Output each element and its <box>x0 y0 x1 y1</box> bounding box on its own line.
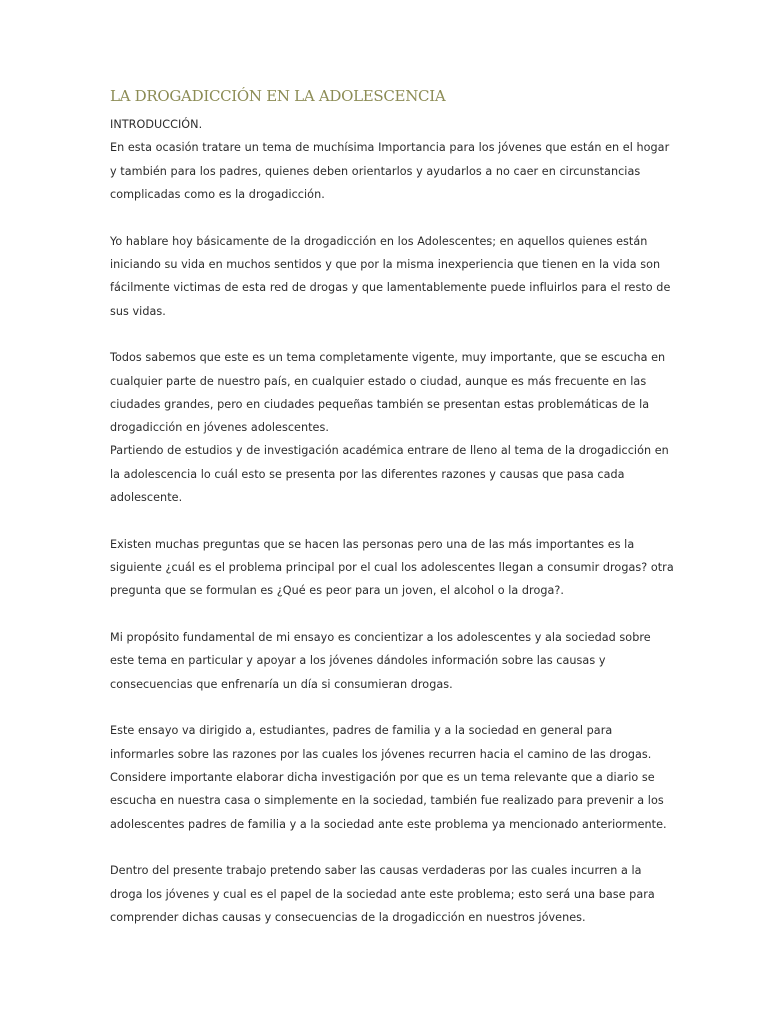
text-line: la adolescencia lo cuál esto se presenta por las diferentes razones y causas que pasa cada <box>110 467 625 481</box>
text-line: Yo hablare hoy básicamente de la drogadicción en los Adolescentes; en aquellos quienes están <box>110 234 648 248</box>
text-line: Este ensayo va dirigido a, estudiantes, padres de familia y a la sociedad en general para <box>110 724 613 738</box>
text-line: este tema en particular y apoyar a los jóvenes dándoles información sobre las causas y <box>110 654 606 668</box>
text-line: cualquier parte de nuestro país, en cualquier estado o ciudad, aunque es más frecuente en las <box>110 374 647 388</box>
text-line: siguiente ¿cuál es el problema principal por el cual los adolescentes llegan a consumir drogas? otra <box>110 561 674 575</box>
section-heading: INTRODUCCIÓN. <box>110 118 203 131</box>
text-line: consecuencias que enfrenaría un día si consumieran drogas. <box>110 677 453 691</box>
text-line: ciudades grandes, pero en ciudades pequeñas también se presentan estas problemáticas de la <box>110 397 650 411</box>
text-line: En esta ocasión tratare un tema de muchísima Importancia para los jóvenes que están en el hogar <box>110 141 670 155</box>
text-line: iniciando su vida en muchos sentidos y que por la misma inexperiencia que tienen en la vida son <box>110 257 661 271</box>
text-line: droga los jóvenes y cual es el papel de la sociedad ante este problema; esto será una base para <box>110 887 655 901</box>
text-line: Mi propósito fundamental de mi ensayo es concientizar a los adolescentes y ala sociedad sobre <box>110 631 651 645</box>
text-line: complicadas como es la drogadicción. <box>110 187 325 201</box>
text-line: Partiendo de estudios y de investigación académica entrare de lleno al tema de la drogadicción en <box>110 444 669 458</box>
text-line: fácilmente victimas de esta red de drogas y que lamentablemente puede influirlos para el resto de <box>110 281 671 295</box>
text-line: adolescentes padres de familia y a la sociedad ante este problema ya mencionado anteriormente. <box>110 817 667 831</box>
text-line: Considere importante elaborar dicha investigación por que es un tema relevante que a diario se <box>110 770 655 784</box>
text-line: drogadicción en jóvenes adolescentes. <box>110 421 329 435</box>
text-line: sus vidas. <box>110 304 166 318</box>
text-line: pregunta que se formulan es ¿Qué es peor para un joven, el alcohol o la droga?. <box>110 584 564 598</box>
text-line: escucha en nuestra casa o simplemente en la sociedad, también fue realizado para prevenir a los <box>110 794 664 808</box>
text-line: Dentro del presente trabajo pretendo saber las causas verdaderas por las cuales incurren a la <box>110 864 642 878</box>
text-line: informarles sobre las razones por las cuales los jóvenes recurren hacia el camino de las drogas. <box>110 747 652 761</box>
text-line: Existen muchas preguntas que se hacen las personas pero una de las más importantes es la <box>110 537 635 551</box>
document-title: LA DROGADICCIÓN EN LA ADOLESCENCIA <box>110 87 446 105</box>
text-line: comprender dichas causas y consecuencias de la drogadicción en nuestros jóvenes. <box>110 910 586 924</box>
text-line: adolescente. <box>110 491 183 505</box>
text-line: y también para los padres, quienes deben orientarlos y ayudarlos a no caer en circunstancias <box>110 164 641 178</box>
text-line: Todos sabemos que este es un tema completamente vigente, muy importante, que se escucha en <box>110 351 666 365</box>
